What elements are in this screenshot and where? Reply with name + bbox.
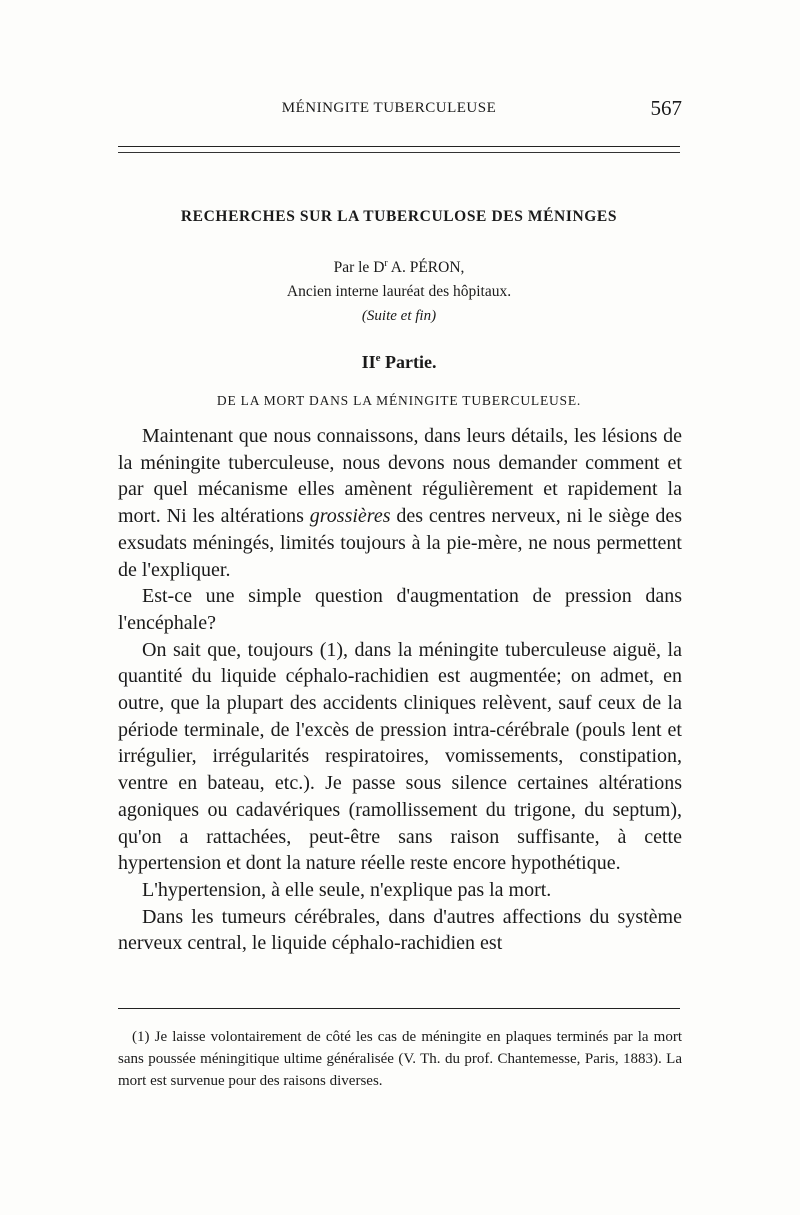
section-title: DE LA MORT DANS LA MÉNINGITE TUBERCULEUSE. <box>216 393 582 408</box>
author-name: A. PÉRON, <box>387 259 465 277</box>
header-double-rule <box>118 146 680 153</box>
article-title: RECHERCHES SUR LA TUBERCULOSE DES MÉNINGES <box>180 208 618 225</box>
footnote-rule <box>118 1008 680 1009</box>
paragraph-1-end: des centres nerveux, ni le siège des exsudats méningés, limités toujours à la pie-mère, ne nous permettent de l'expliquer. <box>118 505 682 581</box>
part-heading <box>118 352 680 373</box>
paragraph-2: Est-ce une simple question d'augmentation de pression dans l'encéphale? <box>118 585 682 634</box>
byline-prefix: Par le D <box>333 259 385 277</box>
paragraph-4: L'hypertension, à elle seule, n'explique pas la mort. <box>142 878 552 901</box>
part-number: II <box>361 352 376 372</box>
author-line <box>118 252 680 280</box>
byline-sup: r <box>384 258 388 269</box>
byline <box>118 252 680 304</box>
paragraph-1 <box>118 423 682 583</box>
part-sup: e <box>375 352 381 364</box>
paragraph-1-italic: grossières <box>309 505 391 528</box>
paragraph-5: Dans les tumeurs cérébrales, dans d'autres affections du système nerveux central, le liquide céphalo-rachidien est <box>118 905 682 955</box>
body-text <box>118 423 682 957</box>
footnote: (1) Je laisse volontairement de côté les cas de méningite en plaques terminés par la mort sans poussée méningitique ultime généralisée (V. Th. du prof. Chantemesse, Paris, 1883). La mort est survenue pour des raisons diverses. <box>118 1029 682 1089</box>
paragraph-3: On sait que, toujours (1), dans la méningite tuberculeuse aiguë, la quantité du liquide céphalo-rachidien est augmentée; on admet, en outre, que la plupart des accidents cliniques relèvent, sauf ceux de la période terminale, de l'excès de pression intra-cérébrale (pouls lent et irrégulier, irrégularités respiratoires, vomissements, constipation, ventre en bateau, etc.). Je passe sous silence certaines altérations agoniques ou cadavériques (ramollissement du trigone, du septum), qu'on a rattachées, peut-être sans raison suffisante, à cette hypertension et dont la nature réelle reste encore hypothétique. <box>118 638 682 875</box>
running-head <box>118 98 680 122</box>
page-number: 567 <box>650 96 682 120</box>
part-word: Partie. <box>380 352 437 372</box>
running-title: MÉNINGITE TUBERCULEUSE <box>281 100 497 116</box>
author-role: Ancien interne lauréat des hôpitaux. <box>286 283 512 301</box>
continuation-note: (Suite et fin) <box>361 308 437 324</box>
paragraph-1-start: Maintenant que nous connaissons, dans leurs détails, les lésions de la méningite tuberculeuse, nous devons nous demander comment et par quel mécanisme elles amènent régulièrement et rapidement la mort. Ni les altérations <box>118 425 682 528</box>
